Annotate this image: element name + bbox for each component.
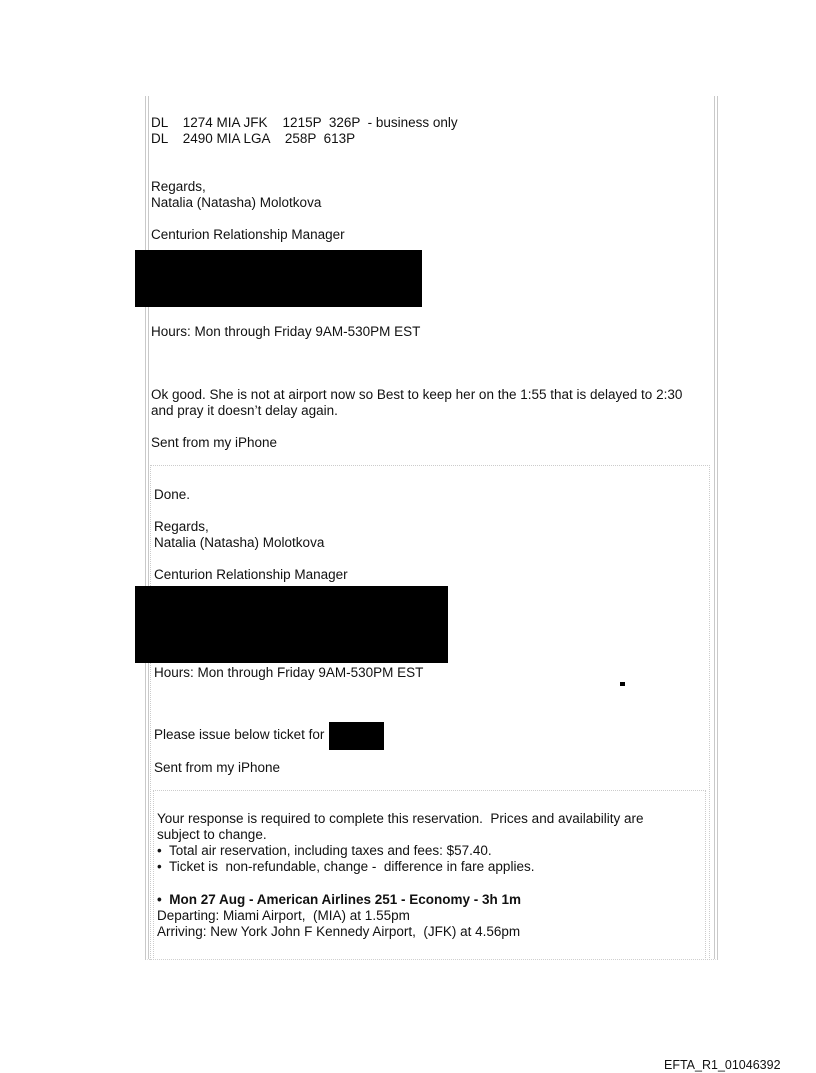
redaction-block: [329, 722, 384, 750]
reservation-notice: Your response is required to complete this reservation. Prices and availability are: [157, 811, 644, 826]
signature-name: Natalia (Natasha) Molotkova: [154, 535, 325, 550]
signature-title: Centurion Relationship Manager: [151, 227, 345, 242]
reply-text: and pray it doesn’t delay again.: [151, 403, 338, 418]
reservation-notice: subject to change.: [157, 827, 267, 842]
sent-from-iphone: Sent from my iPhone: [151, 435, 278, 450]
request-text: Please issue below ticket for: [154, 727, 325, 742]
redaction-mark: [620, 682, 625, 686]
flight-line: DL 2490 MIA LGA 258P 613P: [151, 131, 356, 146]
signature-name: Natalia (Natasha) Molotkova: [151, 195, 322, 210]
done-text: Done.: [154, 487, 191, 502]
signature-hours: Hours: Mon through Friday 9AM-530PM EST: [151, 324, 421, 339]
reply-text: Ok good. She is not at airport now so Best to keep her on the 1:55 that is delayed to 2:30: [151, 387, 683, 402]
signature-regards: Regards,: [154, 519, 209, 534]
arrival-info: Arriving: New York John F Kennedy Airport, (JFK) at 4.56pm: [157, 924, 521, 939]
sent-from-iphone: Sent from my iPhone: [154, 760, 281, 775]
signature-hours: Hours: Mon through Friday 9AM-530PM EST: [154, 665, 424, 680]
reservation-bullet: • Ticket is non-refundable, change - difference in fare applies.: [157, 859, 535, 874]
departure-info: Departing: Miami Airport, (MIA) at 1.55pm: [157, 908, 410, 923]
redaction-block: [135, 250, 422, 307]
flight-line: DL 1274 MIA JFK 1215P 326P - business only: [151, 115, 458, 130]
signature-regards: Regards,: [151, 179, 206, 194]
redaction-block: [135, 586, 448, 663]
flight-summary: • Mon 27 Aug - American Airlines 251 - Economy - 3h 1m: [157, 892, 522, 907]
signature-title: Centurion Relationship Manager: [154, 567, 348, 582]
reservation-bullet: • Total air reservation, including taxes and fees: $57.40.: [157, 843, 492, 858]
document-id: EFTA_R1_01046392: [664, 1058, 781, 1072]
